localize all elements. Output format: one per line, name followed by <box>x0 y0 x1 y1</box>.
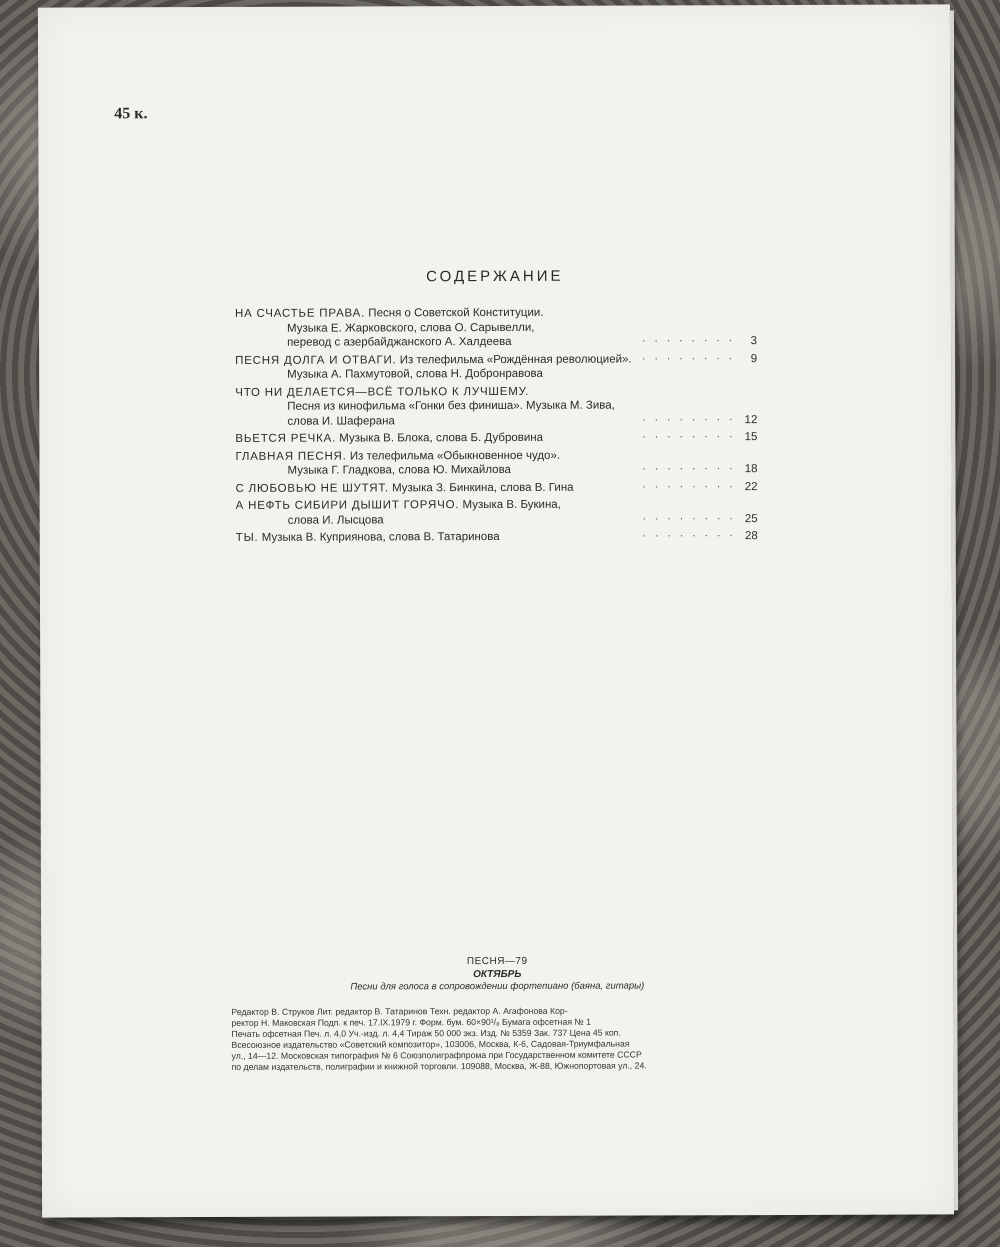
song-credits: слова И. Лысцова <box>287 513 384 527</box>
song-title: ПЕСНЯ ДОЛГА И ОТВАГИ. <box>235 353 397 367</box>
imprint-line: ректор Н. Маковская Подп. к печ. 17.IX.1979 г. Форм. бум. 60×90¹/₈ Бумага офсетная № 1 <box>231 1016 592 1028</box>
song-credits: перевод с азербайджанского А. Халдеева <box>287 335 512 349</box>
imprint-line: Печать офсетная Печ. л. 4,0 Уч.-изд. л. 4,4 Тираж 50 000 экз. Изд. № 5359 Зак. 737 Цена 45 коп. <box>231 1027 621 1039</box>
song-title: ТЫ. <box>235 531 259 544</box>
page-number: 3 <box>750 335 758 348</box>
song-credits: Музыка Г. Гладкова, слова Ю. Михайлова <box>287 463 511 477</box>
song-title: ГЛАВНАЯ ПЕСНЯ. <box>235 450 347 463</box>
song-credits: Музыка А. Пахмутовой, слова Н. Добронравова <box>287 367 543 381</box>
toc-line <box>236 529 758 545</box>
song-title: А НЕФТЬ СИБИРИ ДЫШИТ ГОРЯЧО. <box>235 499 460 512</box>
page-number: 28 <box>744 530 758 543</box>
song-credits: Из телефильма «Рождённая революцией». <box>396 353 632 366</box>
song-title: НА СЧАСТЬЕ ПРАВА. <box>234 307 366 320</box>
song-credits: Песня о Советской Конституции. <box>365 306 544 320</box>
imprint-line: Редактор В. Струков Лит. редактор В. Татаринов Техн. редактор А. Агафонова Кор- <box>231 1005 568 1017</box>
colophon-month: ОКТЯБРЬ <box>473 968 522 981</box>
toc-entry <box>235 349 758 383</box>
toc-entry <box>235 305 757 350</box>
song-credits: Песня из кинофильма «Гонки без финиша». Музыка М. Зива, <box>287 399 615 413</box>
page-number: 25 <box>744 512 758 525</box>
leader-dots: . . . . . . . . <box>642 349 736 362</box>
song-credits: слова И. Шаферана <box>287 414 395 428</box>
toc-entry <box>235 430 757 446</box>
song-title: С ЛЮБОВЬЮ НЕ ШУТЯТ. <box>235 481 389 495</box>
toc-entry <box>236 497 758 528</box>
colophon-title: ПЕСНЯ—79 <box>466 955 528 968</box>
leader-dots: . . . . . . . . <box>642 410 736 423</box>
toc-entry <box>235 477 758 496</box>
page-edge <box>950 10 958 1210</box>
leader-dots: . . . . . . . . <box>642 332 736 345</box>
colophon-subtitle: Песни для голоса в сопровождении фортепиано (баяна, гитары) <box>350 980 645 993</box>
imprint-line: ул., 14—12. Московская типография № 6 Союзполиграфпрома при Государственном комитете СССР <box>231 1049 642 1061</box>
leader-dots: . . . . . . . . <box>642 428 736 441</box>
page-number: 18 <box>744 463 758 476</box>
leader-dots: . . . . . . . . <box>642 527 736 540</box>
page-number: 22 <box>744 480 758 493</box>
song-credits: Музыка З. Бинкина, слова В. Гина <box>388 481 574 494</box>
price-label: 45 к. <box>114 105 148 123</box>
page-number: 12 <box>744 413 758 426</box>
leader-dots: . . . . . . . . <box>642 509 736 522</box>
song-title: ВЬЕТСЯ РЕЧКА. <box>235 432 337 445</box>
song-title: ЧТО НИ ДЕЛАЕТСЯ—ВСЁ ТОЛЬКО К ЛУЧШЕМУ. <box>235 385 530 399</box>
song-credits: Из телефильма «Обыкновенное чудо». <box>346 449 561 463</box>
page-number: 9 <box>750 352 758 365</box>
toc-entry <box>235 448 757 479</box>
imprint-line: Всесоюзное издательство «Советский композитор», 103006, Москва, К-6, Садовая-Триумфальная <box>231 1038 630 1050</box>
imprint-line: по делам издательств, полиграфии и книжной торговли. 109088, Москва, Ж-88, Южнопортовая ул., 24. <box>231 1060 647 1072</box>
toc-entry <box>235 384 757 429</box>
toc-entry <box>236 529 758 545</box>
page-number: 15 <box>744 431 758 444</box>
booklet-back-page <box>38 4 954 1217</box>
table-of-contents <box>235 305 758 548</box>
song-credits: Музыка Е. Жарковского, слова О. Сарывелли, <box>286 321 535 335</box>
toc-line <box>235 366 757 382</box>
song-credits: Музыка В. Букина, <box>459 498 561 512</box>
toc-line <box>235 430 757 446</box>
toc-line <box>235 477 758 496</box>
imprint-block <box>231 1005 779 1073</box>
leader-dots: . . . . . . . . <box>642 460 736 473</box>
contents-heading: СОДЕРЖАНИЕ <box>426 267 564 286</box>
song-credits: Музыка В. Блока, слова Б. Дубровина <box>336 431 544 445</box>
leader-dots: . . . . . . . . <box>642 477 736 490</box>
song-credits: Музыка В. Куприянова, слова В. Татаринова <box>258 530 500 544</box>
